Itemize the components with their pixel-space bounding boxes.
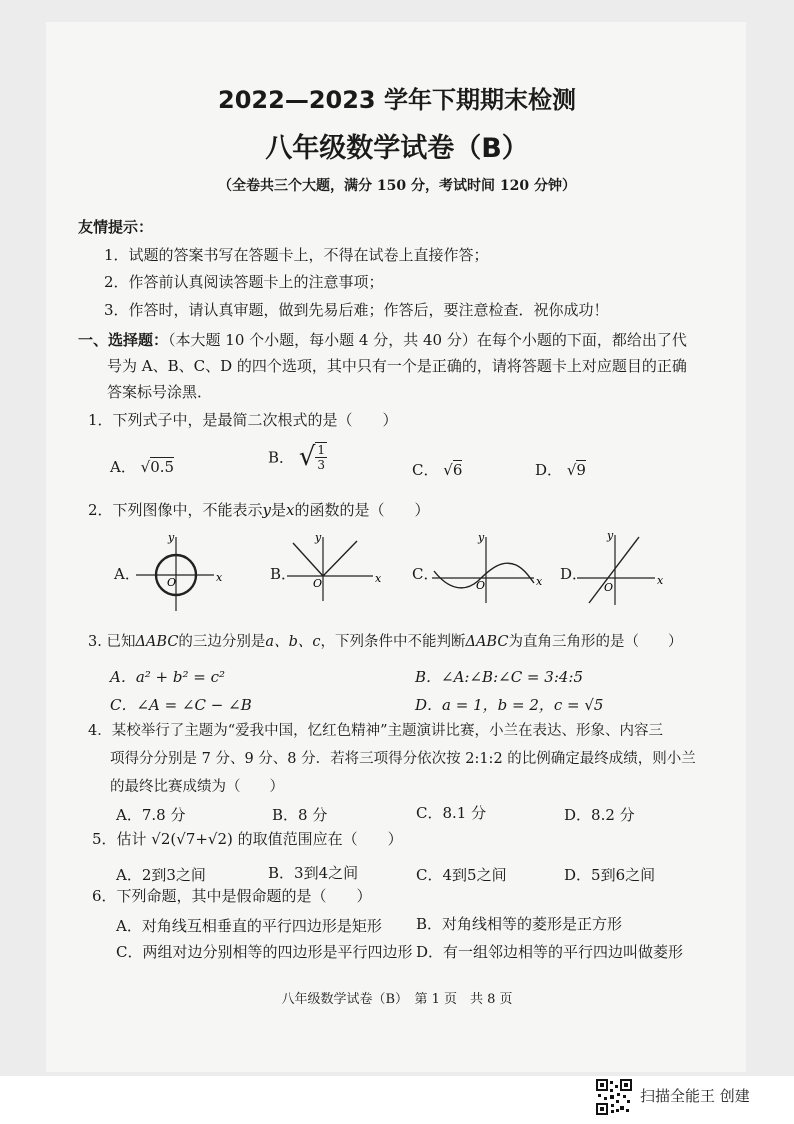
q4-option-b: B．8 分 xyxy=(272,806,328,824)
q6-option-a: A．对角线互相垂直的平行四边形是矩形 xyxy=(116,917,382,935)
q1-option-d xyxy=(535,459,586,480)
q5-stem: 5．估计 √2(√7+√2) 的取值范围应在（ ） xyxy=(92,830,403,848)
q2-label-a: A． xyxy=(114,565,140,583)
q1-option-c xyxy=(412,459,462,480)
q4-option-d: D．8.2 分 xyxy=(564,806,635,824)
tip-item-1: 1．试题的答案书写在答题卡上，不得在试卷上直接作答； xyxy=(104,246,489,264)
q1-d-value: 9 xyxy=(576,461,586,479)
q1-d-label: D． xyxy=(535,461,563,479)
exam-note: （全卷共三个大题，满分 150 分，考试时间 120 分钟） xyxy=(218,178,576,194)
section1-label: 一、选择题： xyxy=(78,331,169,349)
q3-option-b: B．∠A:∠B:∠C = 3:4:5 xyxy=(415,668,584,686)
q2-label-d: D． xyxy=(560,565,588,583)
q2-stem-x: x xyxy=(286,501,295,519)
q2-b-origin: O xyxy=(313,577,323,590)
sqrt-icon: √ xyxy=(443,461,453,479)
section1-line2: 号为 A、B、C、D 的四个选项，其中只有一个是正确的，请将答题卡上对应题目的正确 xyxy=(107,357,687,375)
q4-option-a: A．7.8 分 xyxy=(116,806,186,824)
q2-stem-pre: 2．下列图像中，不能表示 xyxy=(88,501,263,519)
q2-d-axis-x: x xyxy=(657,574,664,587)
qr-code-icon xyxy=(596,1079,632,1115)
q1-a-label: A． xyxy=(110,458,136,476)
q1-stem: 1．下列式子中，是最简二次根式的是（ ） xyxy=(88,411,398,429)
q3-sides: a、b、c xyxy=(265,634,321,650)
q2-stem xyxy=(88,503,430,518)
q2-d-axis-y: y xyxy=(607,531,614,542)
scanner-brand: 扫描全能王 创建 xyxy=(640,1087,750,1105)
q2-label-c: C． xyxy=(412,565,439,583)
q1-option-a xyxy=(110,456,174,477)
q2-stem-y: y xyxy=(262,501,272,519)
q6-option-c: C．两组对边分别相等的四边形是平行四边形 xyxy=(116,943,413,961)
q2-b-axis-x: x xyxy=(375,572,382,585)
q2-a-origin: O xyxy=(167,576,177,589)
q6-stem: 6．下列命题，其中是假命题的是（ ） xyxy=(92,887,372,905)
q3-option-a: A．a² + b² = c² xyxy=(110,668,226,686)
q2-stem-post: 的函数的是（ ） xyxy=(294,501,430,519)
q6-option-d: D．有一组邻边相等的平行四边叫做菱形 xyxy=(416,943,684,961)
q3-option-c: C．∠A = ∠C − ∠B xyxy=(110,696,252,714)
sqrt-icon: √ xyxy=(140,458,151,476)
q2-b-axis-y: y xyxy=(315,533,322,544)
q1-b-label: B． xyxy=(268,448,295,467)
q2-graph-b xyxy=(285,533,385,603)
q3-option-d: D．a = 1，b = 2，c = √5 xyxy=(415,696,604,714)
q2-stem-mid: 是 xyxy=(271,501,287,519)
section1-line1: （本大题 10 个小题，每小题 4 分，共 40 分）在每个小题的下面，都给出了代 xyxy=(168,331,687,349)
section1-line3: 答案标号涂黑． xyxy=(107,383,213,401)
q2-d-origin: O xyxy=(604,581,614,594)
sqrt-icon: √ xyxy=(566,461,577,479)
sqrt-icon: √ xyxy=(298,442,316,472)
q3-stem-mid: 的三边分别是 xyxy=(178,634,266,650)
tip-item-3: 3．作答时，请认真审题，做到先易后难；作答后，要注意检查．祝你成功！ xyxy=(104,301,609,319)
q2-a-axis-x: x xyxy=(216,571,223,584)
q5-option-c: C．4到5之间 xyxy=(416,866,507,884)
q2-label-b: B． xyxy=(270,565,297,583)
exam-subtitle: 八年级数学试卷（B） xyxy=(265,133,529,164)
q3-stem-pre: 3. 已知 xyxy=(88,634,136,650)
exam-title: 2022—2023 学年下期期末检测 xyxy=(218,86,576,114)
q1-b-fraction xyxy=(315,442,327,472)
q1-a-value: 0.5 xyxy=(150,458,175,476)
q2-graph-d xyxy=(575,531,665,607)
q3-stem-mid2: ，下列条件中不能判断 xyxy=(320,634,466,650)
q2-graph-c xyxy=(430,533,548,605)
q2-c-axis-x: x xyxy=(536,575,543,588)
q3-triangle-1: ΔABC xyxy=(135,634,179,650)
q1-c-value: 6 xyxy=(452,461,463,479)
q4-line1: 4．某校举行了主题为“爱我中国，忆红色精神”主题演讲比赛，小兰在表达、形象、内容三 xyxy=(88,723,664,739)
tip-item-2: 2．作答前认真阅读答题卡上的注意事项； xyxy=(104,273,384,291)
q6-option-b: B．对角线相等的菱形是正方形 xyxy=(416,915,623,933)
section1-intro xyxy=(78,333,687,348)
q4-line3: 的最终比赛成绩为（ ） xyxy=(110,779,284,795)
q5-option-d: D．5到6之间 xyxy=(564,866,656,884)
q2-c-axis-y: y xyxy=(478,533,485,544)
q1-c-label: C． xyxy=(412,461,439,479)
page-footer: 八年级数学试卷（B） 第 1 页 共 8 页 xyxy=(281,992,513,1007)
q1-option-b xyxy=(268,442,327,472)
q2-graph-a xyxy=(134,533,226,613)
q5-option-a: A．2到3之间 xyxy=(116,866,206,884)
q4-line2: 项得分分别是 7 分、9 分、8 分．若将三项得分依次按 2:1:2 的比例确定最终成绩，则小兰 xyxy=(110,751,696,767)
q2-a-axis-y: y xyxy=(168,533,175,544)
q3-triangle-2: ΔABC xyxy=(465,634,509,650)
q2-c-origin: O xyxy=(476,579,486,592)
q1-b-den: 3 xyxy=(317,458,326,472)
tips-heading: 友情提示： xyxy=(78,218,154,236)
q4-option-c: C．8.1 分 xyxy=(416,804,487,822)
q5-option-b: B．3到4之间 xyxy=(268,864,359,882)
q1-b-num: 1 xyxy=(317,443,326,457)
q3-stem xyxy=(88,635,682,650)
q3-stem-post: 为直角三角形的是（ ） xyxy=(508,634,683,650)
